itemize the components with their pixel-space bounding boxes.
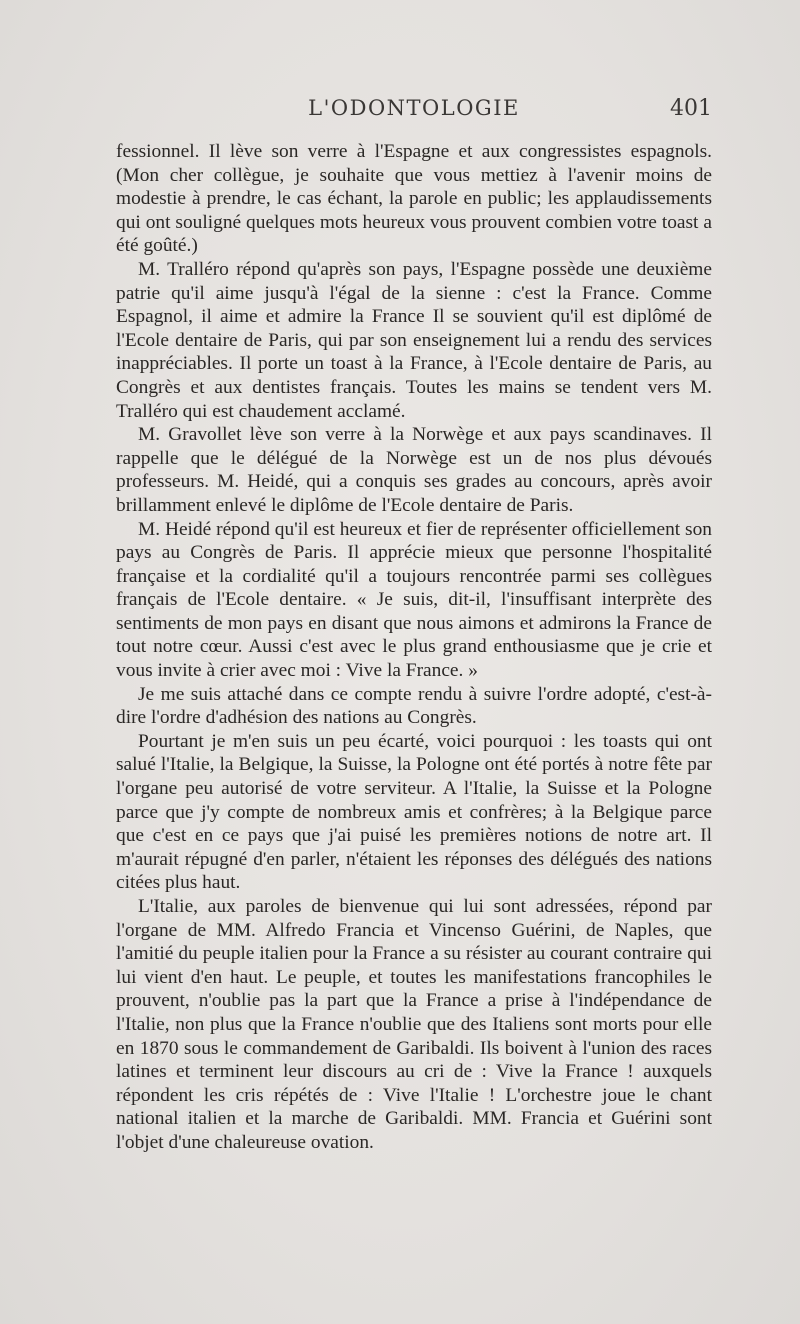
paragraph: M. Heidé répond qu'il est heureux et fier de représenter officiellement son pays au Congrès de Paris. Il apprécie mieux que personne l'hospitalité française et la cordialité qu'il a toujours rencontrée parmi ses collègues français de l'Ecole dentaire. « Je suis, dit-il, l'insuffisant interprète des sentiments de mon pays en disant que nous aimons et admirons la France de tout notre cœur. Aussi c'est avec le plus grand enthousiasme que je crie et vous invite à crier avec moi : Vive la France. » <box>116 518 712 682</box>
page-number: 401 <box>670 96 712 121</box>
paragraph: fessionnel. Il lève son verre à l'Espagne et aux congressistes espagnols. (Mon cher collègue, je souhaite que vous mettiez à l'avenir moins de modestie à prendre, le cas échant, la parole en public; les applaudissements qui ont souligné quelques mots heureux vous prouvent combien votre toast a été goûté.) <box>116 141 712 257</box>
body-text <box>116 140 712 1155</box>
paragraph: Je me suis attaché dans ce compte rendu à suivre l'ordre adopté, c'est-à-dire l'ordre d'adhésion des nations au Congrès. <box>116 683 712 729</box>
running-title: L'ODONTOLOGIE <box>308 96 520 120</box>
paragraph: M. Tralléro répond qu'après son pays, l'Espagne possède une deuxième patrie qu'il aime jusqu'à l'égal de la sienne : c'est la France. Comme Espagnol, il aime et admire la France Il se souvient qu'il est diplômé de l'Ecole dentaire de Paris, qui par son enseignement lui a rendu des services inappréciables. Il porte un toast à la France, à l'Ecole dentaire de Paris, au Congrès et aux dentistes français. Toutes les mains se tendent vers M. Tralléro qui est chaudement acclamé. <box>116 258 712 422</box>
page-header <box>116 92 712 132</box>
paragraph: M. Gravollet lève son verre à la Norwège et aux pays scandinaves. Il rappelle que le délégué de la Norwège est un de nos plus dévoués professeurs. M. Heidé, qui a conquis ses grades au concours, après avoir brillamment enlevé le diplôme de l'Ecole dentaire de Paris. <box>116 424 712 516</box>
paragraph: L'Italie, aux paroles de bienvenue qui lui sont adressées, répond par l'organe de MM. Alfredo Francia et Vincenso Guérini, de Naples, que l'amitié du peuple italien pour la France a su résister au courant contraire qui lui vient d'en haut. Le peuple, et toutes les manifestations francophiles le prouvent, n'oublie pas la part que la France a prise à l'indépendance de l'Italie, non plus que la France n'oublie que des Italiens sont morts pour elle en 1870 sous le commandement de Garibaldi. Ils boivent à l'union des races latines et terminent leur discours au cri de : Vive la France ! auxquels répondent les cris répétés de : Vive l'Italie ! L'orchestre joue le chant national italien et la marche de Garibaldi. MM. Francia et Guérini sont l'objet d'une chaleureuse ovation. <box>116 896 712 1153</box>
paragraph: Pourtant je m'en suis un peu écarté, voici pourquoi : les toasts qui ont salué l'Italie, la Belgique, la Suisse, la Pologne ont été portés à notre fête par l'organe peu autorisé de votre serviteur. A l'Italie, la Suisse et la Pologne parce que j'y compte de nombreux amis et confrères; à la Belgique parce que c'est en ce pays que j'ai puisé les premières notions de notre art. Il m'aurait répugné d'en parler, n'étaient les réponses des délégués des nations citées plus haut. <box>116 730 712 894</box>
